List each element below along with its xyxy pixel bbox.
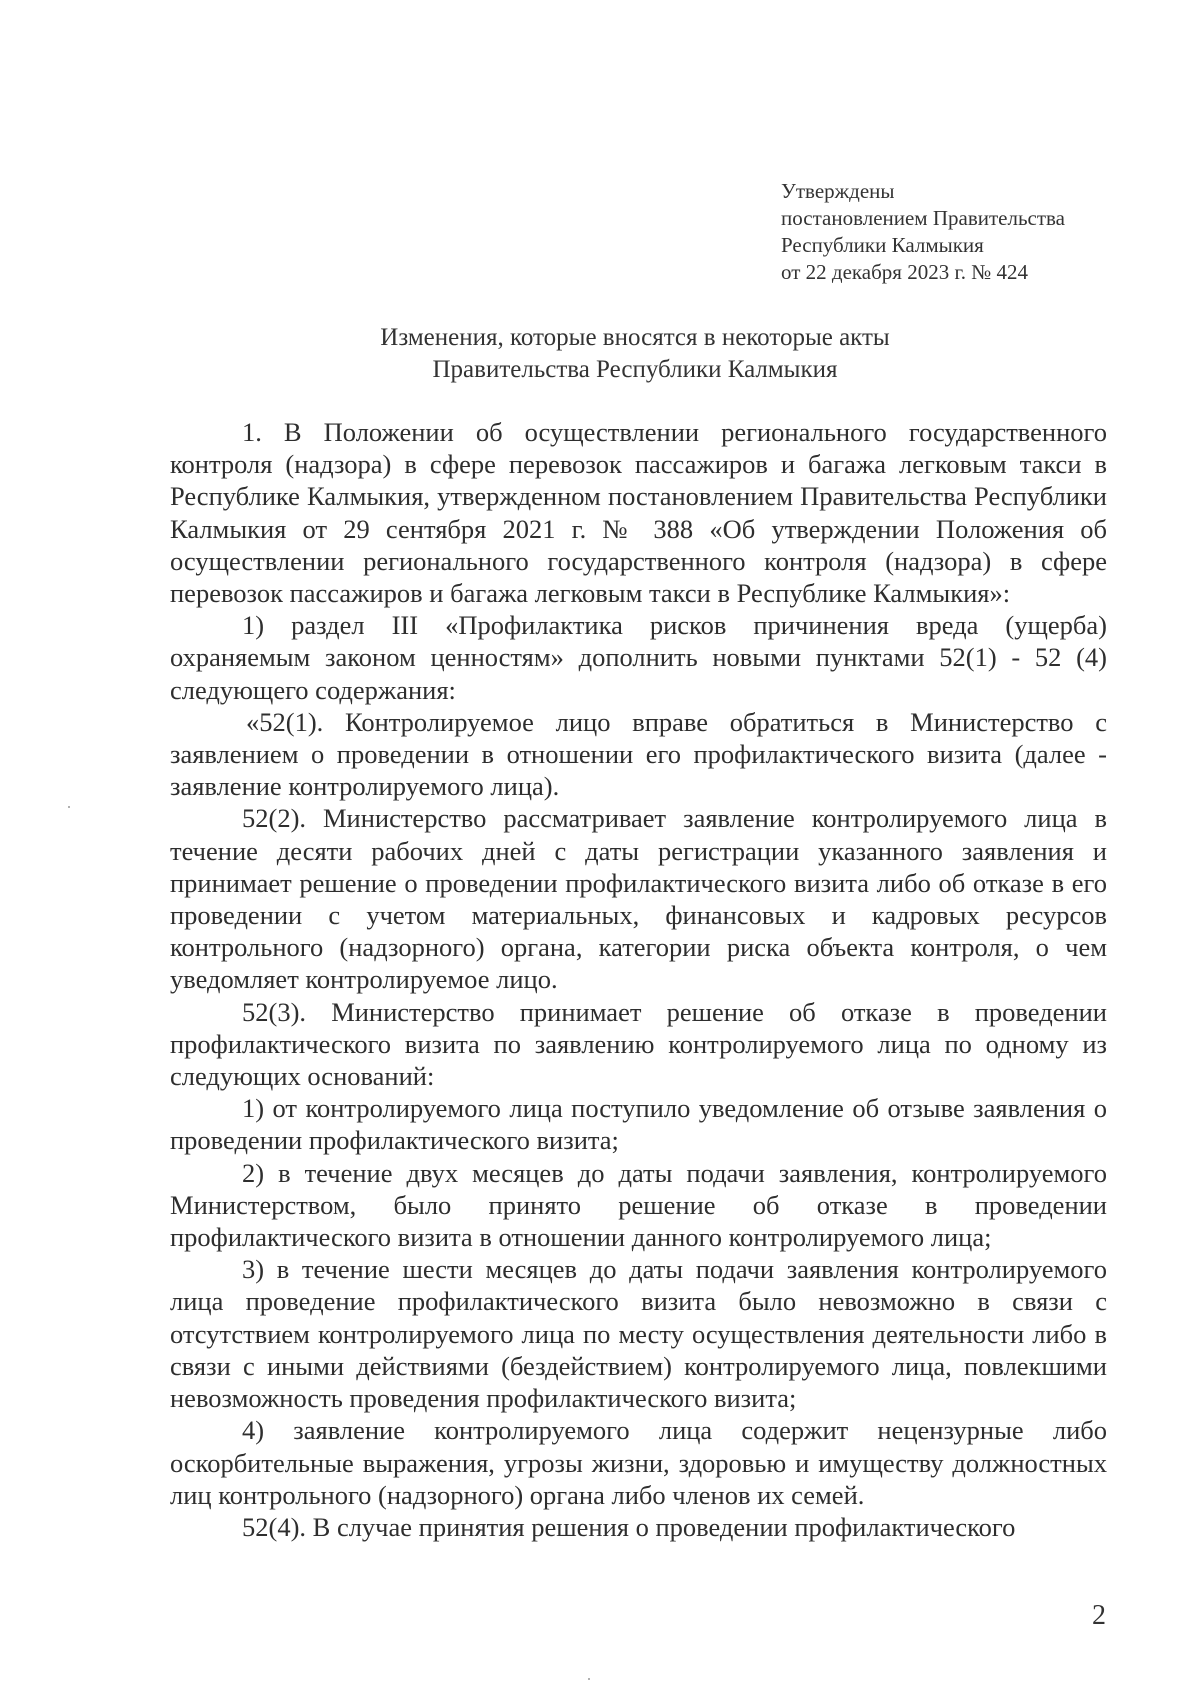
approval-line: Утверждены <box>781 179 895 203</box>
title-line: Изменения, которые вносятся в некоторые акты <box>380 324 890 351</box>
paragraph: 2) в течение двух месяцев до даты подачи заявления, контролируемого Министерством, было принято решение об отказе в проведении профилактического визита в отношении данного контролируемого лица; <box>170 1157 1107 1253</box>
document-title <box>170 322 1100 386</box>
approval-stamp <box>781 178 1065 286</box>
paragraph: «52(1). Контролируемое лицо вправе обратиться в Министерство с заявлением о проведении в отношении его профилактического визита (далее - заявление контролируемого лица). <box>170 706 1107 802</box>
paragraph: 1) раздел III «Профилактика рисков причинения вреда (ущерба) охраняемым законом ценностям» дополнить новыми пунктами 52(1) - 52 (4) следующего содержания: <box>170 610 1107 705</box>
paragraph: 1. В Положении об осуществлении регионального государственного контроля (надзора) в сфере перевозок пассажиров и багажа легковым такси в Республике Калмыкия, утвержденном постановлением Правительства Республики Калмыкия от 29 сентября 2021 г. № 388 «Об утверждении Положения об осуществлении регионального государственного контроля (надзора) в сфере перевозок пассажиров и багажа легковым такси в Республике Калмыкия»: <box>170 417 1107 609</box>
approval-line: от 22 декабря 2023 г. № 424 <box>781 260 1028 284</box>
scan-speck <box>588 1678 590 1680</box>
paragraph: 4) заявление контролируемого лица содержит нецензурные либо оскорбительные выражения, угрозы жизни, здоровью и имуществу должностных лиц контрольного (надзорного) органа либо членов их семей. <box>170 1415 1107 1510</box>
approval-line: Республики Калмыкия <box>781 233 984 257</box>
paragraph: 52(2). Министерство рассматривает заявление контролируемого лица в течение десяти рабочих дней с даты регистрации указанного заявления и принимает решение о проведении профилактического визита либо об отказе в его проведении с учетом материальных, финансовых и кадровых ресурсов контрольного (надзорного) органа, категории риска объекта контроля, о чем уведомляет контролируемое лицо. <box>170 803 1107 995</box>
approval-line: постановлением Правительства <box>781 206 1066 230</box>
paragraph: 3) в течение шести месяцев до даты подачи заявления контролируемого лица проведение профилактического визита было невозможно в связи с отсутствием контролируемого лица по месту осуществления деятельности либо в связи с иными действиями (бездействием) контролируемого лица, повлекшими невозможность проведения профилактического визита; <box>170 1254 1107 1414</box>
scan-speck <box>68 806 70 808</box>
page-number: 2 <box>1092 1600 1106 1631</box>
document-body <box>170 416 1107 1543</box>
paragraph: 1) от контролируемого лица поступило уведомление об отзыве заявления о проведении профилактического визита; <box>170 1093 1107 1156</box>
paragraph: 52(4). В случае принятия решения о проведении профилактического <box>242 1511 1016 1542</box>
title-line: Правительства Республики Калмыкия <box>432 356 838 383</box>
paragraph: 52(3). Министерство принимает решение об отказе в проведении профилактического визита по заявлению контролируемого лица по одному из следующих оснований: <box>170 996 1107 1092</box>
